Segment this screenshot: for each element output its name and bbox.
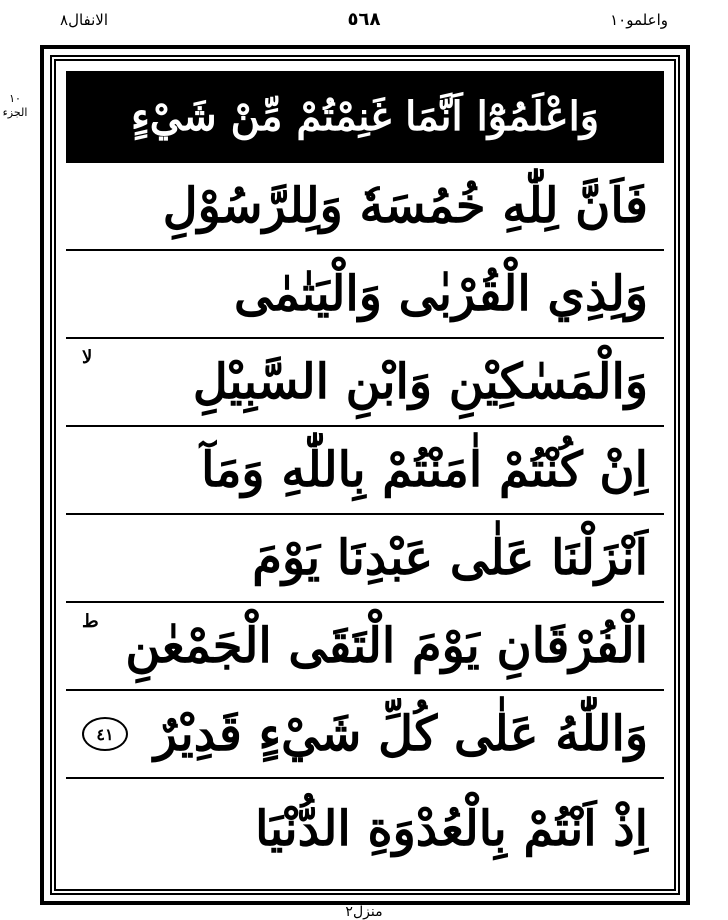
verse-text: وَالْمَسٰكِيْنِ وَابْنِ السَّبِيْلِ	[192, 354, 648, 410]
verse-text: الْفُرْقَانِ يَوْمَ الْتَقَى الْجَمْعٰنِ	[125, 618, 648, 674]
verse-line	[66, 603, 664, 691]
verse-text: وَاللّٰهُ عَلٰى كُلِّ شَيْءٍ قَدِيْرٌ	[153, 706, 648, 762]
decorative-border	[50, 55, 680, 895]
verse-text: وَاعْلَمُوْٓا اَنَّمَا غَنِمْتُمْ مِّنْ شَيْءٍ	[130, 92, 600, 140]
waqf-stop-mark: ط	[82, 611, 99, 632]
verse-line	[66, 779, 664, 879]
juz-margin-note: ١٠ الجزء	[2, 92, 28, 119]
verse-text: اِنْ كُنْتُمْ اٰمَنْتُمْ بِاللّٰهِ وَمَآ	[201, 442, 648, 498]
verse-line	[66, 427, 664, 515]
verse-text: اِذْ اَنْتُمْ بِالْعُدْوَةِ الدُّنْيَا	[255, 801, 648, 857]
waqf-stop-mark: لا	[82, 347, 93, 368]
manzil-footer: منزل٢	[345, 904, 383, 920]
verse-line	[66, 251, 664, 339]
verse-line	[66, 691, 664, 779]
page-frame	[40, 45, 690, 905]
verse-line-title	[66, 71, 664, 163]
header-surah-ref: واعلمو١٠	[610, 11, 668, 29]
verse-content	[66, 71, 664, 879]
page-number: ٥٦٨	[347, 9, 381, 30]
ayah-number-marker: ٤١	[82, 717, 128, 751]
verse-line	[66, 339, 664, 427]
verse-line	[66, 163, 664, 251]
verse-text: فَاَنَّ لِلّٰهِ خُمُسَهٗ وَلِلرَّسُوْلِ	[162, 178, 648, 234]
verse-text: اَنْزَلْنَا عَلٰى عَبْدِنَا يَوْمَ	[252, 530, 648, 586]
verse-line	[66, 515, 664, 603]
header-chapter-name: الانفال٨	[60, 11, 109, 29]
verse-text: وَلِذِي الْقُرْبٰى وَالْيَتٰمٰى	[234, 266, 648, 322]
